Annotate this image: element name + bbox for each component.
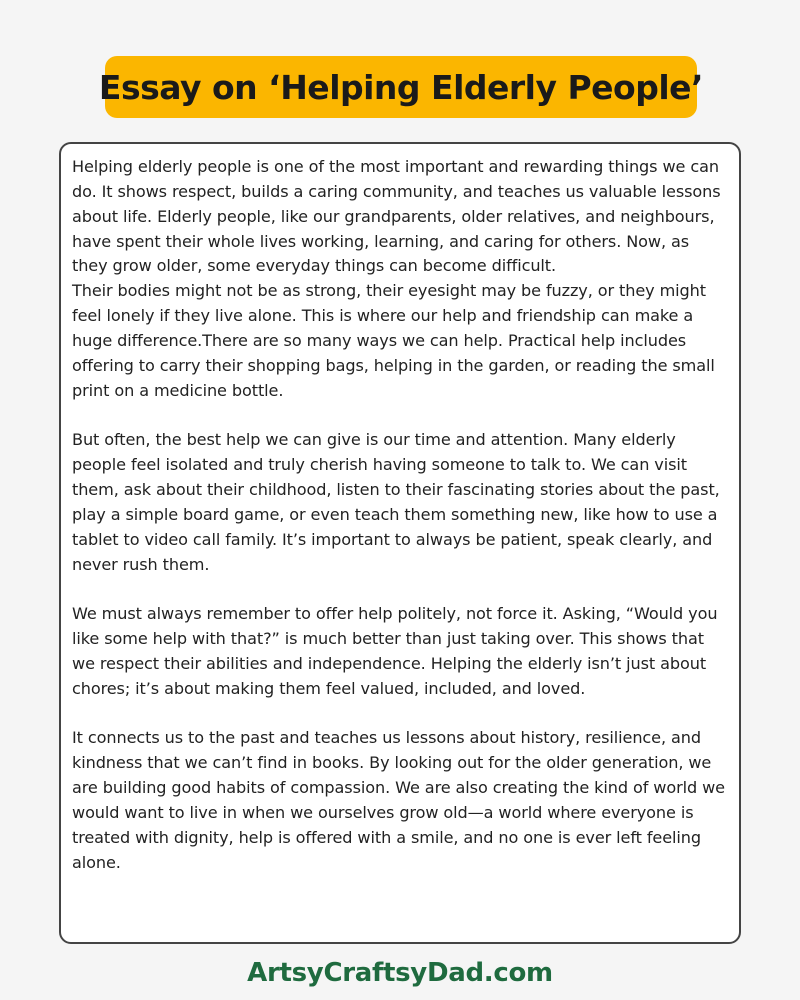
essay-paragraph-4: We must always remember to offer help politely, not force it. Asking, “Would you like some help with that?” is much better than just taking over. This shows that we respect their abilities and independence. Helping the elderly isn’t just about chores; it’s about making them feel valued, included, and loved. xyxy=(72,604,718,698)
essay-card xyxy=(59,142,741,944)
paragraph-spacer xyxy=(72,702,729,727)
essay-paragraph-5: It connects us to the past and teaches us lessons about history, resilience, and kindness that we can’t find in books. By looking out for the older generation, we are building good habits of compassion. We are also creating the kind of world we would want to live in when we ourselves grow old—a world where everyone is treated with dignity, help is offered with a smile, and no one is ever left feeling alone. xyxy=(72,728,725,872)
footer-site-name: ArtsyCraftsyDad.com xyxy=(247,958,553,988)
essay-paragraph-3: But often, the best help we can give is our time and attention. Many elderly people feel isolated and truly cherish having someone to talk to. We can visit them, ask about their childhood, listen to their fascinating stories about the past, play a simple board game, or even teach them something new, like how to use a tablet to video call family. It’s important to always be patient, speak clearly, and never rush them. xyxy=(72,430,720,574)
essay-paragraph-1: Helping elderly people is one of the most important and rewarding things we can do. It shows respect, builds a caring community, and teaches us valuable lessons about life. Elderly people, like our grandparents, older relatives, and neighbours, have spent their whole lives working, learning, and caring for others. Now, as they grow older, some everyday things can become difficult. xyxy=(72,157,721,276)
title-badge xyxy=(98,56,704,118)
paragraph-spacer xyxy=(72,403,729,428)
essay-paragraph-2: Their bodies might not be as strong, their eyesight may be fuzzy, or they might feel lonely if they live alone. This is where our help and friendship can make a huge difference.There are so many ways we can help. Practical help includes offering to carry their shopping bags, helping in the garden, or reading the small print on a medicine bottle. xyxy=(72,281,715,400)
page-title: Essay on ‘Helping Elderly People’ xyxy=(98,67,704,107)
paragraph-spacer xyxy=(72,577,729,602)
